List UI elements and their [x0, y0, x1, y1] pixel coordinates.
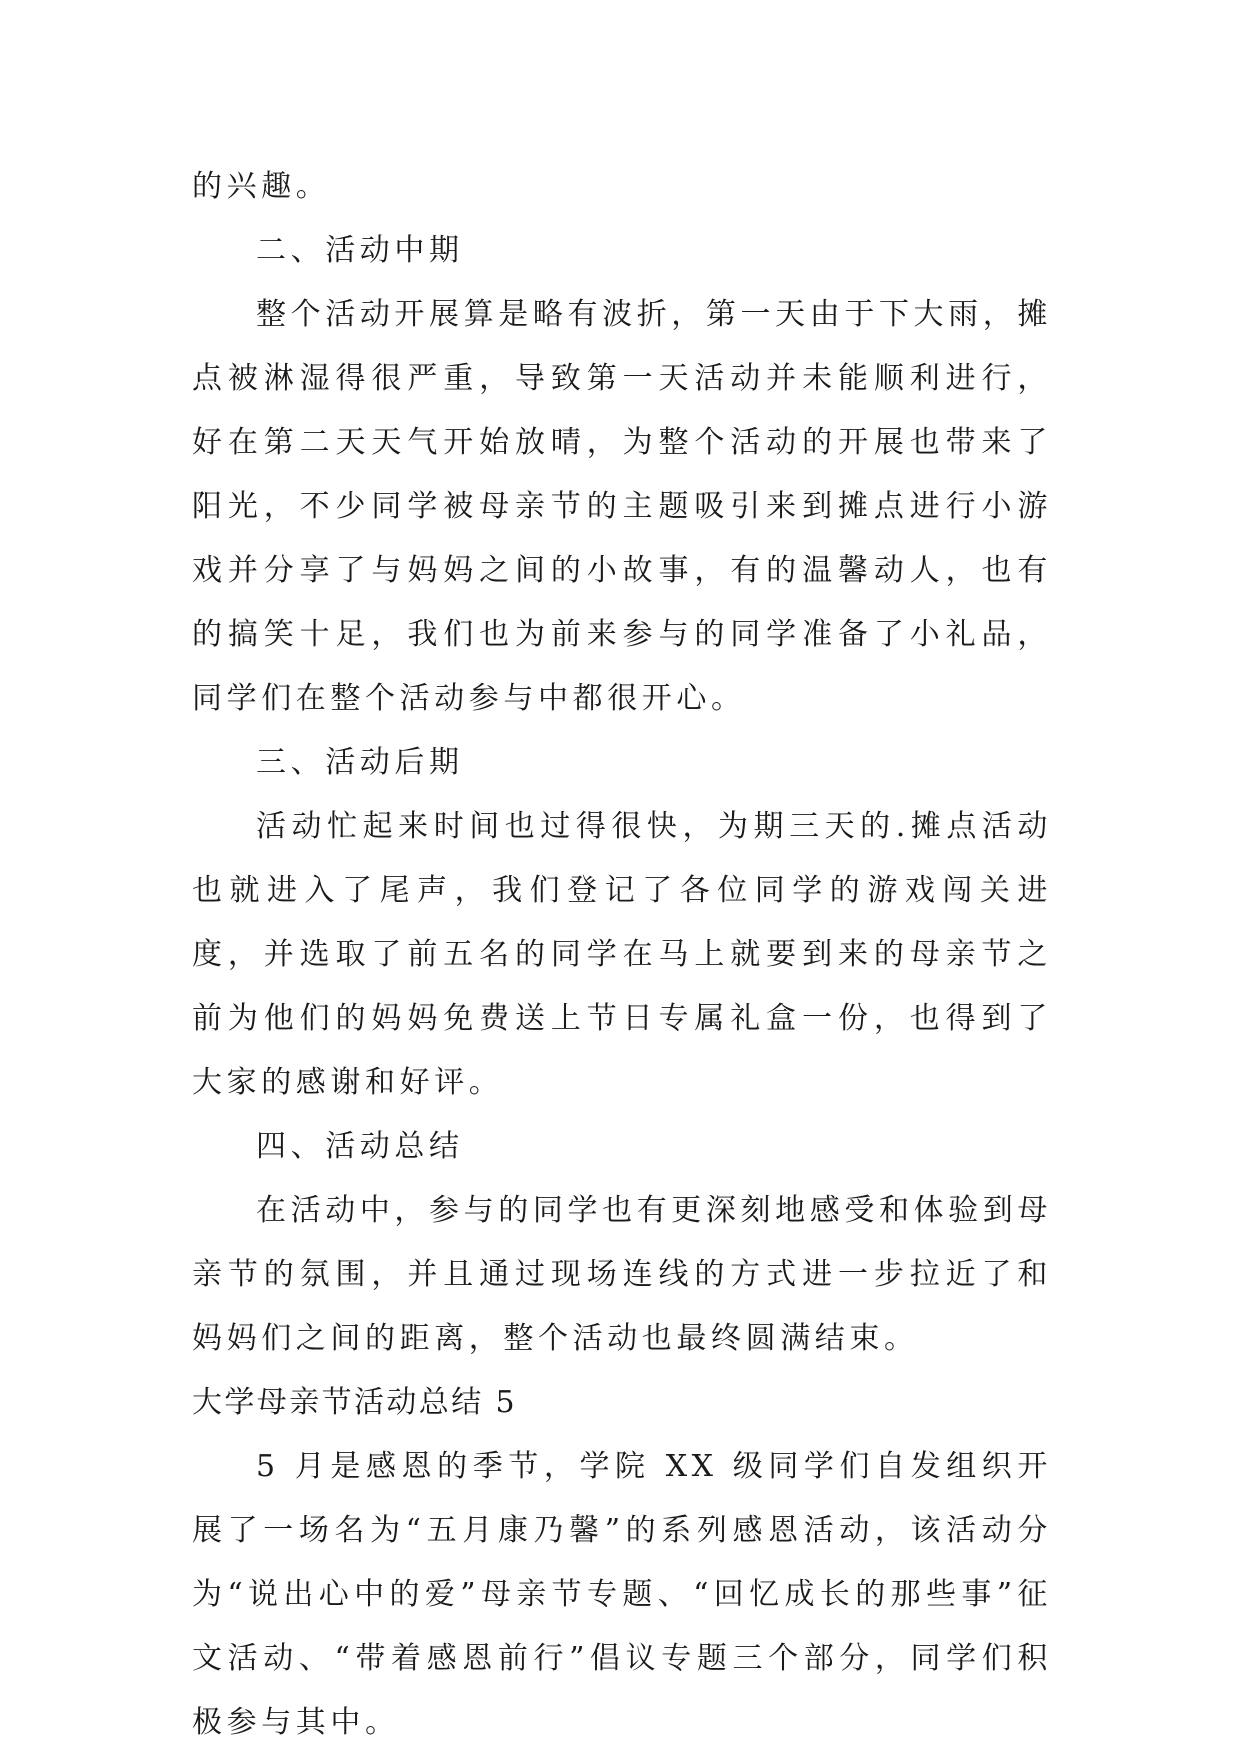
- section-body-mid-stage: 整个活动开展算是略有波折，第一天由于下大雨，摊点被淋湿得很严重，导致第一天活动并未能顺利进行，好在第二天天气开始放晴，为整个活动的开展也带来了阳光，不少同学被母亲节的主题吸引来到摊点进行小游戏并分享了与妈妈之间的小故事，有的温馨动人，也有的搞笑十足，我们也为前来参与的同学准备了小礼品，同学们在整个活动参与中都很开心。: [192, 297, 1052, 716]
- section-heading-mid-stage: 二、活动中期: [256, 233, 464, 268]
- next-article-title: 大学母亲节活动总结 5: [192, 1385, 518, 1420]
- document-body: [192, 155, 1052, 1755]
- continuation-paragraph: 的兴趣。: [192, 169, 331, 204]
- section-heading-summary: 四、活动总结: [256, 1129, 464, 1164]
- section-body-late-stage: 活动忙起来时间也过得很快，为期三天的.摊点活动也就进入了尾声，我们登记了各位同学的游戏闯关进度，并选取了前五名的同学在马上就要到来的母亲节之前为他们的妈妈免费送上节日专属礼盒一份，也得到了大家的感谢和好评。: [192, 809, 1052, 1100]
- section-body-summary: 在活动中，参与的同学也有更深刻地感受和体验到母亲节的氛围，并且通过现场连线的方式进一步拉近了和妈妈们之间的距离，整个活动也最终圆满结束。: [192, 1193, 1052, 1356]
- next-article-body: 5 月是感恩的季节，学院 XX 级同学们自发组织开展了一场名为“五月康乃馨”的系列感恩活动，该活动分为“说出心中的爱”母亲节专题、“回忆成长的那些事”征文活动、“带着感恩前行”倡议专题三个部分，同学们积极参与其中。: [192, 1449, 1052, 1740]
- section-heading-late-stage: 三、活动后期: [256, 745, 464, 780]
